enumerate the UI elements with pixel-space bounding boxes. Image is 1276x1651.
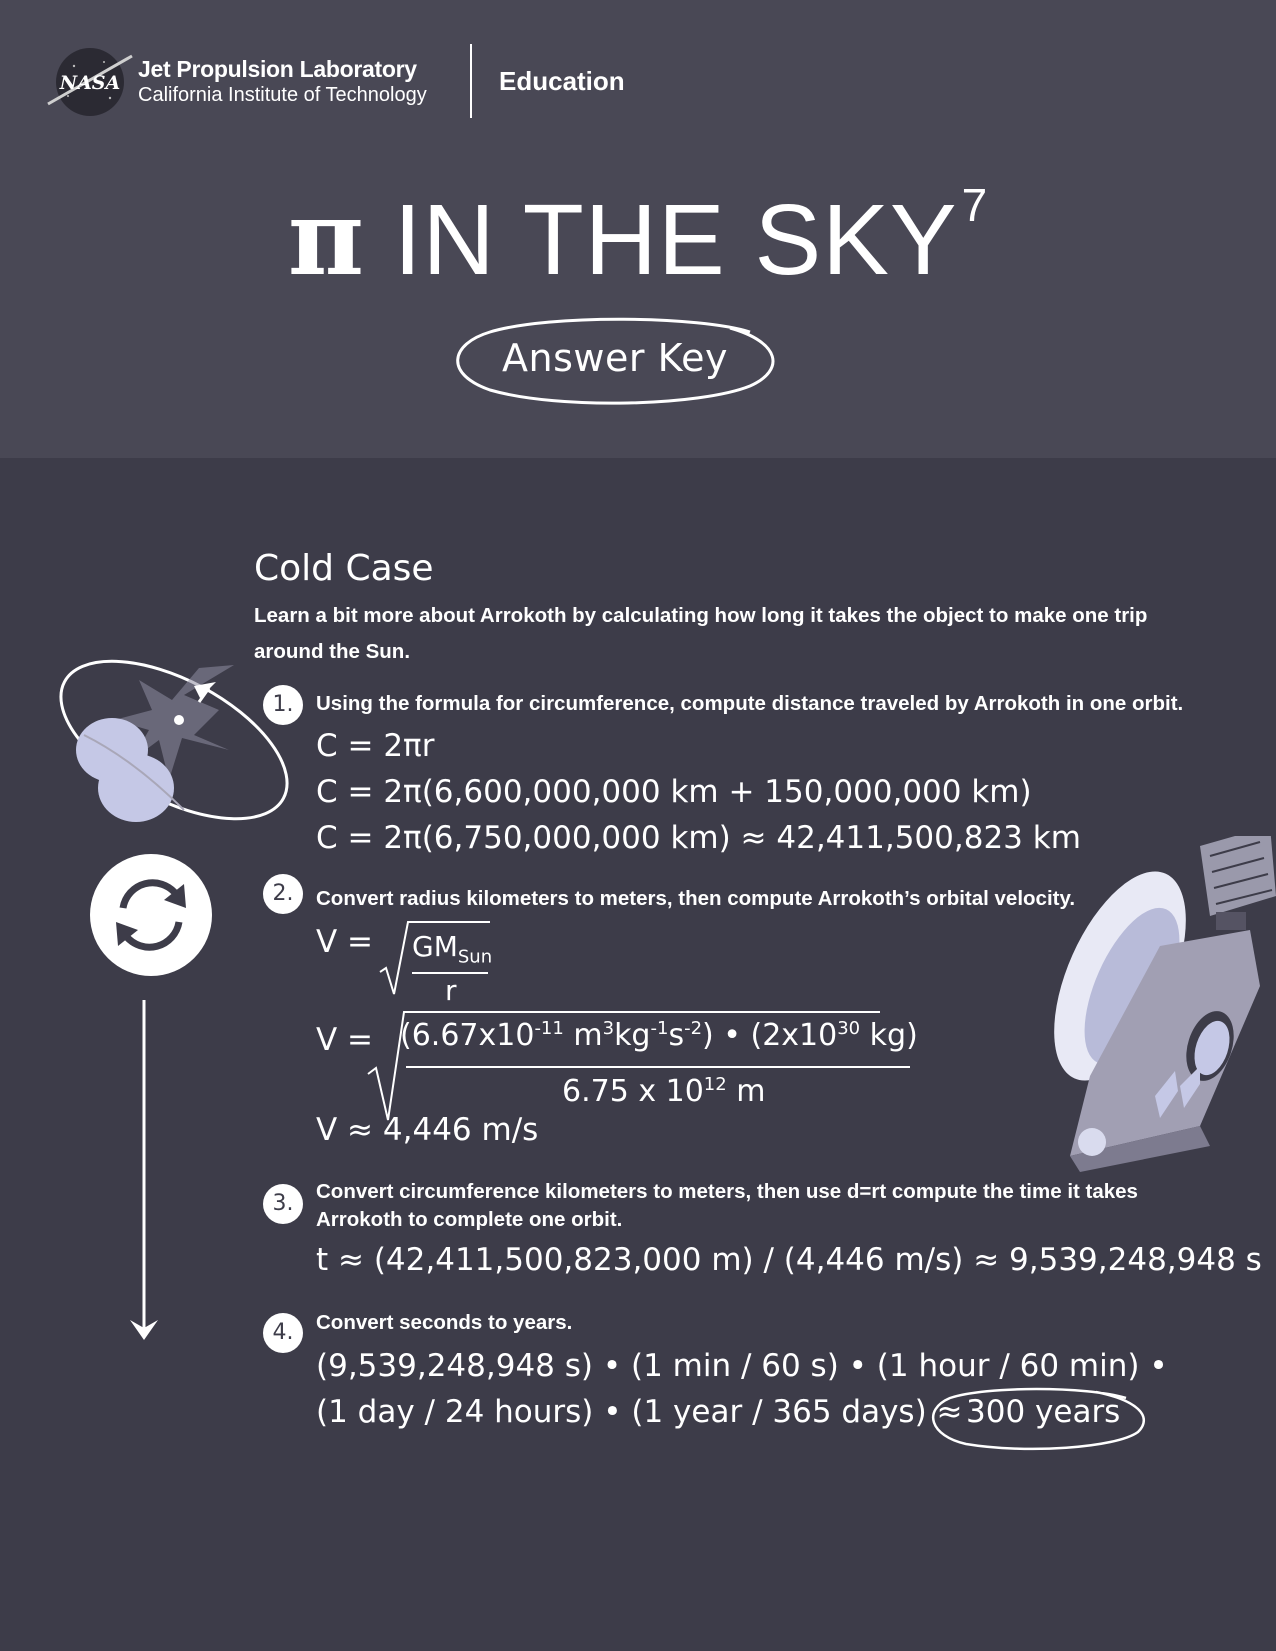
org-title: Jet Propulsion Laboratory	[138, 56, 417, 82]
section-label[interactable]: Education	[499, 66, 625, 96]
formula-1-v-label: V =	[316, 924, 374, 960]
step-3-number: 3.	[263, 1184, 303, 1224]
step-4-line-1: (9,539,248,948 s) • (1 min / 60 s) • (1 hour / 60 min) •	[316, 1348, 1168, 1384]
step-1-line-3: C = 2π(6,750,000,000 km) ≈ 42,411,500,823 km	[316, 820, 1081, 856]
final-answer: 300 years	[966, 1394, 1121, 1430]
step-2-result: V ≈ 4,446 m/s	[316, 1112, 539, 1148]
step-1-instruction: Using the formula for circumference, compute distance traveled by Arrokoth in one orbit.	[316, 692, 1184, 715]
section-title: Cold Case	[254, 548, 434, 589]
title-superscript: 7	[961, 179, 989, 231]
down-arrow-icon	[124, 1000, 164, 1346]
step-4-instruction: Convert seconds to years.	[316, 1311, 573, 1334]
cycle-icon	[88, 852, 214, 978]
step-2-number: 2.	[263, 874, 303, 914]
formula-2-numerator: ($6.67x10^{-11}$ $m^3kg^{-1}s^{-2}$) • ($2x10^{30}$ kg)	[400, 1018, 918, 1053]
formula-2-denominator: 6.75 x $10^{12}$ m	[562, 1074, 766, 1109]
header-divider	[470, 44, 472, 118]
formula-1-numerator	[412, 930, 493, 968]
step-2-instruction: Convert radius kilometers to meters, then compute Arrokoth’s orbital velocity.	[316, 887, 1076, 910]
orbit-illustration	[44, 640, 304, 840]
answer-key-label: Answer Key	[502, 336, 728, 380]
intro-text: Learn a bit more about Arrokoth by calculating how long it takes the object to make one trip around the Sun.	[254, 604, 1148, 663]
nasa-logo	[44, 46, 136, 118]
formula-1-numerator-gm: GM	[412, 930, 458, 963]
step-4-line-2: (1 day / 24 hours) • (1 year / 365 days) ≈	[316, 1394, 963, 1430]
step-3-instruction: Convert circumference kilometers to meters, then use d=rt compute the time it takes Arrokoth to complete one orbit.	[316, 1180, 1138, 1231]
page-title	[0, 176, 1276, 299]
title-pi-symbol: π	[287, 176, 365, 299]
formula-2-fraction-bar	[406, 1066, 910, 1068]
title-text: IN THE SKY	[393, 184, 958, 296]
step-4-number: 4.	[263, 1313, 303, 1353]
org-subtitle: California Institute of Technology	[138, 84, 427, 106]
step-1-number: 1.	[263, 685, 303, 725]
formula-1-numerator-sub: Sun	[457, 946, 493, 968]
nasa-logo-text: NASA	[59, 72, 121, 94]
step-1-line-2: C = 2π(6,600,000,000 km + 150,000,000 km)	[316, 774, 1032, 810]
formula-1-denominator: r	[445, 974, 457, 1007]
formula-2-v-label: V =	[316, 1022, 374, 1058]
step-1-line-1: C = 2πr	[316, 728, 435, 764]
step-3-line-1: t ≈ (42,411,500,823,000 m) / (4,446 m/s) ≈ 9,539,248,948 s	[316, 1242, 1262, 1278]
